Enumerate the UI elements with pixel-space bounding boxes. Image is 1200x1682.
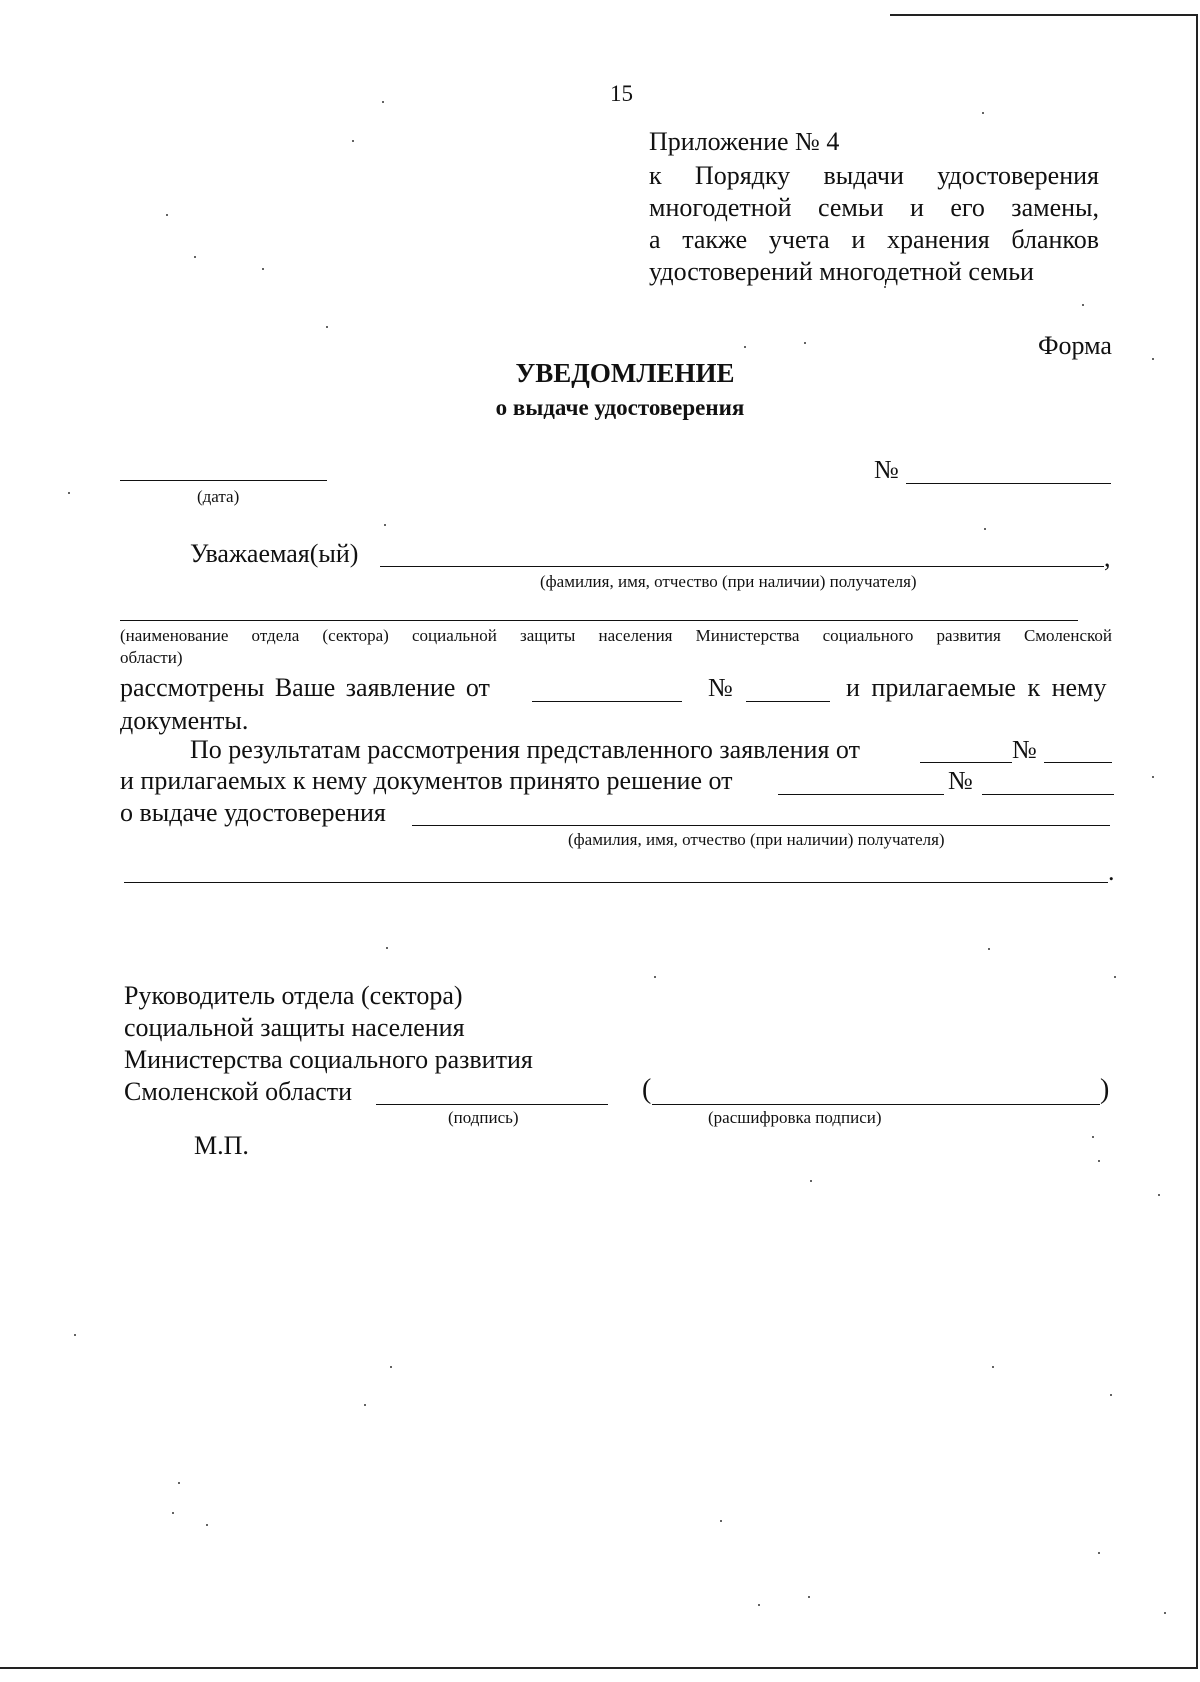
number-sign: № xyxy=(874,455,899,484)
decision-no-sign: № xyxy=(948,766,973,795)
scan-speck xyxy=(74,1334,76,1336)
scan-speck xyxy=(352,140,354,142)
appendix-line-3: а также учета и хранения бланков xyxy=(649,225,1099,254)
scan-speck xyxy=(984,528,986,530)
scan-speck xyxy=(1152,776,1154,778)
form-label: Форма xyxy=(1038,331,1112,360)
decision-number-field[interactable] xyxy=(982,794,1114,795)
department-caption-line-2: области) xyxy=(120,648,183,667)
scan-speck xyxy=(172,1512,174,1514)
scan-speck xyxy=(1164,1612,1166,1614)
scan-speck xyxy=(720,1520,722,1522)
issue-recipient-field[interactable] xyxy=(412,825,1110,826)
scan-speck xyxy=(1098,1160,1100,1162)
scan-speck xyxy=(1098,1552,1100,1554)
scan-speck xyxy=(988,948,990,950)
scan-speck xyxy=(1114,976,1116,978)
scan-speck xyxy=(1110,1394,1112,1396)
recipient-name-field[interactable] xyxy=(380,566,1104,567)
scan-speck xyxy=(808,1596,810,1598)
page-number: 15 xyxy=(610,81,633,106)
decision-date-field[interactable] xyxy=(778,794,944,795)
date-field[interactable] xyxy=(120,480,327,481)
stamp-place: М.П. xyxy=(194,1131,249,1160)
appendix-line-2: многодетной семьи и его замены, xyxy=(649,193,1099,222)
scan-speck xyxy=(364,1404,366,1406)
scan-speck xyxy=(804,342,806,344)
scan-speck xyxy=(1092,1136,1094,1138)
scan-speck xyxy=(982,112,984,114)
results-date-field[interactable] xyxy=(920,762,1012,763)
scan-edge-bottom xyxy=(0,1667,1198,1669)
appendix-title: Приложение № 4 xyxy=(649,127,840,156)
scan-speck xyxy=(810,1180,812,1182)
application-date-field[interactable] xyxy=(532,701,682,702)
greeting-label: Уважаемая(ый) xyxy=(190,539,359,568)
department-caption-line-1: (наименование отдела (сектора) социальной защиты населения Министерства социального развития Смоленской xyxy=(120,626,1112,645)
scan-speck xyxy=(1152,358,1154,360)
scan-speck xyxy=(884,286,886,288)
scan-edge-top xyxy=(890,14,1198,16)
application-no-sign: № xyxy=(708,673,733,702)
scan-speck xyxy=(68,492,70,494)
issue-recipient-field-2[interactable] xyxy=(124,882,1108,883)
issue-recipient-caption: (фамилия, имя, отчество (при наличии) получателя) xyxy=(568,830,945,849)
scan-edge-right xyxy=(1196,14,1198,1669)
department-field[interactable] xyxy=(120,620,1078,621)
scan-speck xyxy=(194,256,196,258)
scan-speck xyxy=(386,947,388,949)
appendix-line-4: удостоверений многодетной семьи xyxy=(649,257,1034,286)
scan-speck xyxy=(654,976,656,978)
signatory-line-4: Смоленской области xyxy=(124,1077,353,1106)
results-text: По результатам рассмотрения представленного заявления от xyxy=(190,735,860,764)
document-title: УВЕДОМЛЕНИЕ xyxy=(515,358,735,388)
decision-text: и прилагаемых к нему документов принято решение от xyxy=(120,766,733,795)
considered-text: рассмотрены Ваше заявление от xyxy=(120,673,490,702)
issue-text: о выдаче удостоверения xyxy=(120,798,386,827)
decode-close-paren: ) xyxy=(1100,1074,1110,1105)
final-period: . xyxy=(1108,857,1115,886)
date-caption: (дата) xyxy=(197,487,240,506)
signatory-line-3: Министерства социального развития xyxy=(124,1045,533,1074)
scan-speck xyxy=(326,326,328,328)
results-number-field[interactable] xyxy=(1044,762,1112,763)
scan-speck xyxy=(1158,1194,1160,1196)
documents-text: документы. xyxy=(120,706,249,735)
signatory-line-2: социальной защиты населения xyxy=(124,1013,465,1042)
scan-speck xyxy=(384,524,386,526)
scan-speck xyxy=(262,268,264,270)
scan-speck xyxy=(382,101,384,103)
signature-decode-field[interactable] xyxy=(652,1104,1100,1105)
results-no-sign: № xyxy=(1012,735,1037,764)
decode-caption: (расшифровка подписи) xyxy=(708,1108,882,1127)
signatory-line-1: Руководитель отдела (сектора) xyxy=(124,981,463,1010)
considered-end-text: и прилагаемые к нему xyxy=(846,673,1107,702)
scan-speck xyxy=(390,1366,392,1368)
scan-speck xyxy=(206,1524,208,1526)
scan-speck xyxy=(178,1482,180,1484)
decode-open-paren: ( xyxy=(642,1074,652,1105)
scan-speck xyxy=(758,1604,760,1606)
number-field[interactable] xyxy=(906,483,1111,484)
recipient-name-caption: (фамилия, имя, отчество (при наличии) получателя) xyxy=(540,572,917,591)
greeting-comma: , xyxy=(1104,543,1111,572)
appendix-line-1: к Порядку выдачи удостоверения xyxy=(649,161,1099,190)
scan-speck xyxy=(166,214,168,216)
application-number-field[interactable] xyxy=(746,701,830,702)
scan-speck xyxy=(992,1366,994,1368)
scan-speck xyxy=(744,346,746,348)
scan-speck xyxy=(1082,304,1084,306)
signature-field[interactable] xyxy=(376,1104,608,1105)
signature-caption: (подпись) xyxy=(448,1108,519,1127)
document-subtitle: о выдаче удостоверения xyxy=(495,395,745,420)
